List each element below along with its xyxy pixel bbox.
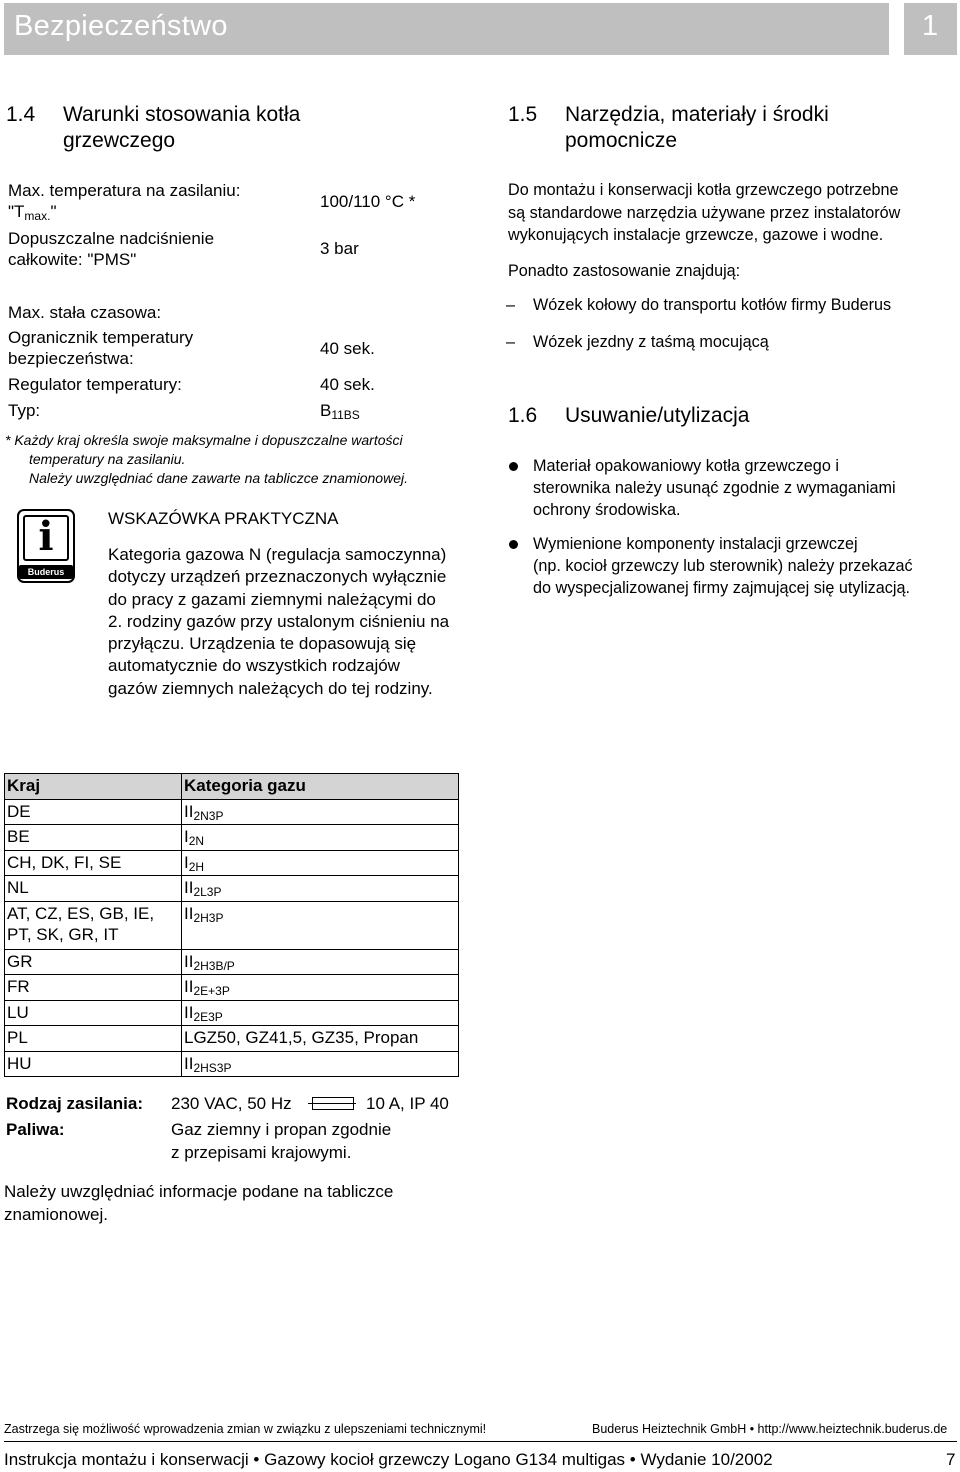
bullet-icon bbox=[509, 462, 518, 471]
table-row bbox=[5, 1000, 459, 1026]
table-row bbox=[5, 975, 459, 1001]
category-cell: $II_{2E+3P}$ bbox=[182, 975, 459, 1001]
section-1-5-heading bbox=[508, 102, 829, 154]
col-header-country: Kraj bbox=[5, 774, 182, 800]
country-cell: DE bbox=[5, 799, 182, 825]
footer-divider bbox=[4, 1441, 957, 1442]
power-label: Rodzaj zasilania: bbox=[6, 1094, 143, 1113]
category-cell: $II_{2E3P}$ bbox=[182, 1000, 459, 1026]
section-number: 1.5 bbox=[508, 103, 538, 126]
category-cell: $II_{2H3B/P}$ bbox=[182, 949, 459, 975]
country-cell: GR bbox=[5, 949, 182, 975]
table-header-row bbox=[5, 774, 459, 800]
category-cell: $I_{2H}$ bbox=[182, 850, 459, 876]
tip-title: WSKAZÓWKA PRAKTYCZNA bbox=[108, 509, 339, 528]
page-title: Bezpieczeństwo bbox=[14, 10, 228, 42]
fuse-icon bbox=[312, 1097, 354, 1110]
footer-disclaimer: Zastrzega się możliwość wprowadzenia zmian w związku z ulepszeniami technicznymi! bbox=[4, 1422, 487, 1436]
list-item: Wymienione komponenty instalacji grzewczej (np. kocioł grzewczy lub sterownik) należy przekazać do wyspecjalizowanej firmy zajmującej się utylizacją. bbox=[533, 535, 913, 597]
table-row bbox=[5, 1026, 459, 1052]
spec-value-max-temp: 100/110 °C * bbox=[320, 192, 416, 211]
table-row bbox=[5, 949, 459, 975]
spec-label-time-constant: Max. stała czasowa: bbox=[8, 303, 162, 322]
section-number: 1.4 bbox=[6, 103, 36, 126]
category-cell: $II_{2L3P}$ bbox=[182, 876, 459, 902]
category-cell: $II_{2N3P}$ bbox=[182, 799, 459, 825]
list-item: Wózek kołowy do transportu kotłów firmy Buderus bbox=[533, 296, 892, 314]
section-title-line2: pomocnicze bbox=[565, 129, 678, 152]
table-row bbox=[5, 1051, 459, 1077]
footnote: * Każdy kraj określa swoje maksymalne i dopuszczalne wartości temperatury na zasilaniu. Należy uwzględniać dane zawarte na tabliczce znamionowej. bbox=[5, 432, 408, 486]
plate-note: Należy uwzględniać informacje podane na tabliczce znamionowej. bbox=[4, 1182, 394, 1224]
tools-intro: Ponadto zastosowanie znajdują: bbox=[508, 262, 741, 280]
table-row bbox=[5, 876, 459, 902]
tip-text: Kategoria gazowa N (regulacja samoczynna) dotyczy urządzeń przeznaczonych wyłącznie do pracy z gazami ziemnymi należącymi do 2. rodziny gazów przy ustalonym ciśnieniu na przyłączu. Urządzenia te dopasowują się automatycznie do wszystkich rodzajów gazów ziemnych należących do tej rodziny. bbox=[108, 545, 450, 698]
section-1-4-heading bbox=[6, 102, 300, 154]
category-cell: LGZ50, GZ41,5, GZ35, Propan bbox=[182, 1026, 459, 1052]
spec-value-safety-limiter: 40 sek. bbox=[320, 339, 375, 358]
info-glyph: i bbox=[38, 513, 54, 560]
spec-label-safety-limiter: Ogranicznik temperatury bezpieczeństwa: bbox=[8, 328, 194, 368]
spec-label-max-temp: Max. temperatura na zasilaniu: "$T_{max.}$" bbox=[8, 181, 241, 223]
spec-label-regulator: Regulator temperatury: bbox=[8, 375, 182, 394]
country-cell: FR bbox=[5, 975, 182, 1001]
power-value: 230 VAC, 50 Hz bbox=[171, 1094, 292, 1113]
category-cell: $II_{2H3P}$ bbox=[182, 901, 459, 949]
table-row bbox=[5, 850, 459, 876]
dash-marker: – bbox=[506, 296, 516, 314]
country-cell: PL bbox=[5, 1026, 182, 1052]
country-cell: AT, CZ, ES, GB, IE, PT, SK, GR, IT bbox=[5, 901, 182, 949]
spec-value-regulator: 40 sek. bbox=[320, 375, 375, 394]
section-1-6-heading bbox=[508, 403, 749, 429]
table-row bbox=[5, 799, 459, 825]
section-title-line1: Narzędzia, materiały i środki bbox=[565, 103, 829, 126]
section-title-line1: Warunki stosowania kotła bbox=[63, 103, 301, 126]
spec-value-type: $B_{11BS}$ bbox=[320, 401, 360, 422]
spec-label-pressure: Dopuszczalne nadciśnienie całkowite: "PMS" bbox=[8, 229, 215, 269]
page-number: 7 bbox=[946, 1450, 956, 1469]
category-cell: $I_{2N}$ bbox=[182, 825, 459, 851]
fuse-value: 10 A, IP 40 bbox=[366, 1094, 449, 1113]
country-cell: CH, DK, FI, SE bbox=[5, 850, 182, 876]
section-number: 1.6 bbox=[508, 404, 538, 427]
spec-value-pressure: 3 bar bbox=[320, 239, 359, 258]
footer-company: Buderus Heiztechnik GmbH • http://www.heiztechnik.buderus.de bbox=[592, 1422, 948, 1436]
dash-marker: – bbox=[506, 333, 516, 351]
category-cell: $II_{2HS3P}$ bbox=[182, 1051, 459, 1077]
section-title-line2: grzewczego bbox=[63, 129, 176, 152]
fuel-label: Paliwa: bbox=[6, 1120, 65, 1139]
table-row bbox=[5, 825, 459, 851]
col-header-category: Kategoria gazu bbox=[182, 774, 459, 800]
section-title: Usuwanie/utylizacja bbox=[565, 404, 750, 427]
bullet-icon bbox=[509, 540, 518, 549]
buderus-logo: Buderus bbox=[19, 565, 73, 579]
country-cell: LU bbox=[5, 1000, 182, 1026]
list-item: Materiał opakowaniowy kotła grzewczego i sterownika należy usunąć zgodnie z wymaganiami ochrony środowiska. bbox=[533, 457, 896, 519]
country-cell: NL bbox=[5, 876, 182, 902]
country-cell: HU bbox=[5, 1051, 182, 1077]
spec-label-type: Typ: bbox=[8, 401, 41, 420]
tools-paragraph: Do montażu i konserwacji kotła grzewczego potrzebne są standardowe narzędzia używane przez instalatorów wykonujących instalacje grzewcze, gazowe i wodne. bbox=[508, 181, 901, 244]
country-cell: BE bbox=[5, 825, 182, 851]
list-item: Wózek jezdny z taśmą mocującą bbox=[533, 333, 769, 351]
chapter-number: 1 bbox=[922, 10, 939, 42]
fuel-value: Gaz ziemny i propan zgodnie z przepisami krajowymi. bbox=[171, 1120, 392, 1162]
gas-category-table bbox=[4, 773, 459, 1077]
footer-document: Instrukcja montażu i konserwacji • Gazowy kocioł grzewczy Logano G134 multigas • Wydanie 10/2002 bbox=[4, 1450, 773, 1469]
table-row bbox=[5, 901, 459, 949]
